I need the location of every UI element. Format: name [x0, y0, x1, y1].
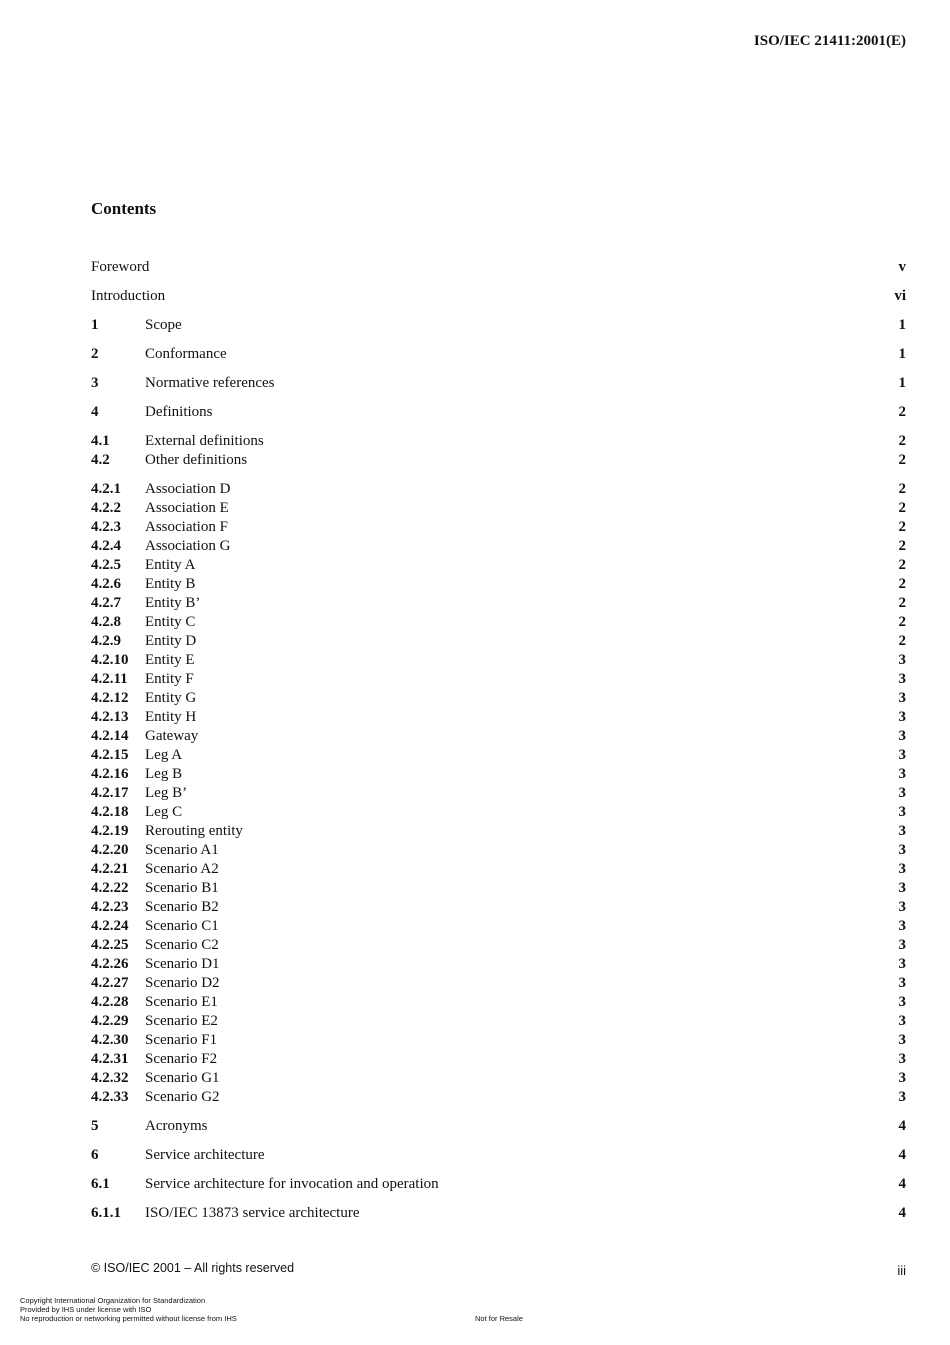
toc-entry-title: Leg B’ [145, 785, 188, 801]
toc-entry-title: Entity D [145, 633, 197, 649]
toc-entry-number: 6 [91, 1147, 99, 1163]
toc-entry-number: 4.2.20 [91, 842, 129, 858]
toc-entry-number: 4.2.5 [91, 557, 121, 573]
toc-entry-number: 4.2.32 [91, 1070, 129, 1086]
toc-entry-number: 4.1 [91, 433, 110, 449]
toc-entry-page: 2 [898, 481, 906, 497]
toc-entry-title: Scenario C1 [145, 918, 219, 934]
toc-entry[interactable] [91, 1050, 906, 1069]
toc-entry-title: Normative references [145, 375, 275, 391]
toc-entry-title: External definitions [145, 433, 264, 449]
toc-entry-page: 3 [898, 747, 906, 763]
toc-entry[interactable] [91, 287, 906, 306]
toc-entry[interactable] [91, 841, 906, 860]
toc-entry[interactable] [91, 803, 906, 822]
toc-entry[interactable] [91, 1012, 906, 1031]
toc-entry-title: Scenario F2 [145, 1051, 218, 1067]
toc-entry-page: 2 [898, 500, 906, 516]
toc-entry-title: Gateway [145, 728, 199, 744]
toc-entry-title: Scenario F1 [145, 1032, 218, 1048]
toc-entry-number: 4.2.14 [91, 728, 129, 744]
toc-entry-page: 3 [898, 671, 906, 687]
toc-entry-number: 5 [91, 1118, 99, 1134]
toc-entry-page: 1 [898, 346, 906, 362]
toc-entry-number: 4.2.30 [91, 1032, 129, 1048]
toc-entry-title: Other definitions [145, 452, 248, 468]
toc-entry[interactable] [91, 993, 906, 1012]
toc-entry-title: Entity H [145, 709, 197, 725]
toc-entry[interactable] [91, 1146, 906, 1165]
toc-entry[interactable] [91, 518, 906, 537]
toc-entry-number: 4.2.2 [91, 500, 121, 516]
toc-entry[interactable] [91, 1175, 906, 1194]
not-for-resale-notice: Not for Resale [475, 1314, 523, 1323]
toc-entry-number: 4.2.17 [91, 785, 129, 801]
toc-entry[interactable] [91, 258, 906, 277]
toc-entry[interactable] [91, 784, 906, 803]
toc-entry-title: Leg A [145, 747, 183, 763]
toc-entry-title: Foreword [91, 259, 150, 275]
toc-entry-number: 4.2.24 [91, 918, 129, 934]
toc-entry[interactable] [91, 1117, 906, 1136]
toc-entry-page: 3 [898, 937, 906, 953]
toc-entry-number: 4.2.23 [91, 899, 129, 915]
toc-entry-page: 3 [898, 690, 906, 706]
toc-entry-page: 3 [898, 823, 906, 839]
toc-entry-title: Introduction [91, 288, 166, 304]
copyright-notice: © ISO/IEC 2001 – All rights reserved [91, 1261, 295, 1275]
toc-entry-number: 4.2.31 [91, 1051, 129, 1067]
toc-entry-number: 4.2.33 [91, 1089, 129, 1105]
toc-entry-page: 3 [898, 880, 906, 896]
toc-entry-number: 4.2.21 [91, 861, 129, 877]
toc-entry[interactable] [91, 917, 906, 936]
toc-entry-page: 3 [898, 728, 906, 744]
toc-entry-number: 4.2.15 [91, 747, 129, 763]
toc-entry-page: v [898, 259, 906, 275]
toc-entry[interactable] [91, 1204, 906, 1223]
toc-entry-number: 4.2.3 [91, 519, 121, 535]
toc-entry[interactable] [91, 974, 906, 993]
toc-entry-title: Entity C [145, 614, 196, 630]
toc-entry-number: 4.2.19 [91, 823, 129, 839]
toc-entry-title: Scenario C2 [145, 937, 219, 953]
toc-entry-title: Scenario G2 [145, 1089, 220, 1105]
toc-entry-page: 3 [898, 1070, 906, 1086]
toc-entry-title: Service architecture [145, 1147, 265, 1163]
toc-entry-number: 4.2.12 [91, 690, 129, 706]
toc-entry-page: 2 [898, 614, 906, 630]
toc-entry-page: 1 [898, 317, 906, 333]
toc-entry-page: 2 [898, 557, 906, 573]
toc-entry-title: Leg B [145, 766, 183, 782]
toc-entry-title: Scenario E2 [145, 1013, 218, 1029]
toc-entry[interactable] [91, 727, 906, 746]
toc-entry-page: 3 [898, 1032, 906, 1048]
toc-entry-title: Scenario E1 [145, 994, 218, 1010]
toc-entry-page: 4 [898, 1176, 906, 1192]
toc-entry[interactable] [91, 575, 906, 594]
toc-entry[interactable] [91, 1069, 906, 1088]
toc-entry-number: 4.2 [91, 452, 110, 468]
license-line: Copyright International Organization for Standardization [20, 1296, 206, 1305]
toc-entry-page: 3 [898, 766, 906, 782]
toc-entry-page: 3 [898, 918, 906, 934]
toc-entry-page: 3 [898, 709, 906, 725]
toc-entry-page: 2 [898, 404, 906, 420]
toc-entry-page: 2 [898, 576, 906, 592]
toc-entry-page: vi [894, 288, 906, 304]
toc-entry-title: Scenario D2 [145, 975, 220, 991]
toc-entry[interactable] [91, 480, 906, 499]
table-of-contents [91, 258, 906, 1223]
toc-entry-page: 3 [898, 1013, 906, 1029]
toc-entry-title: Entity E [145, 652, 195, 668]
license-line: No reproduction or networking permitted without license from IHS [20, 1314, 237, 1323]
toc-entry-number: 4.2.8 [91, 614, 121, 630]
toc-entry[interactable] [91, 822, 906, 841]
toc-entry-title: Scenario A2 [145, 861, 219, 877]
toc-entry[interactable] [91, 898, 906, 917]
toc-entry[interactable] [91, 708, 906, 727]
toc-entry-page: 3 [898, 842, 906, 858]
toc-entry[interactable] [91, 746, 906, 765]
toc-entry[interactable] [91, 936, 906, 955]
toc-entry-title: Definitions [145, 404, 213, 420]
toc-entry-title: Entity G [145, 690, 197, 706]
toc-entry-title: ISO/IEC 13873 service architecture [145, 1205, 360, 1221]
toc-entry-number: 4.2.6 [91, 576, 121, 592]
toc-entry-title: Acronyms [145, 1118, 208, 1134]
toc-entry-number: 4.2.10 [91, 652, 129, 668]
license-line: Provided by IHS under license with ISO [20, 1305, 152, 1314]
toc-entry[interactable] [91, 403, 906, 422]
toc-entry-page: 2 [898, 519, 906, 535]
toc-entry[interactable] [91, 955, 906, 974]
toc-entry-title: Entity B’ [145, 595, 201, 611]
toc-entry-title: Rerouting entity [145, 823, 243, 839]
toc-entry[interactable] [91, 632, 906, 651]
toc-entry-title: Entity B [145, 576, 196, 592]
toc-entry[interactable] [91, 374, 906, 393]
toc-entry-title: Scenario B1 [145, 880, 219, 896]
toc-entry-number: 6.1.1 [91, 1205, 121, 1221]
toc-entry-title: Association E [145, 500, 229, 516]
toc-entry-number: 4.2.29 [91, 1013, 129, 1029]
toc-entry-number: 4.2.11 [91, 671, 128, 687]
toc-entry-number: 4.2.22 [91, 880, 129, 896]
toc-entry-title: Scenario G1 [145, 1070, 220, 1086]
toc-entry-page: 2 [898, 595, 906, 611]
toc-entry-page: 4 [898, 1205, 906, 1221]
toc-entry[interactable] [91, 594, 906, 613]
toc-entry-title: Entity A [145, 557, 196, 573]
toc-entry[interactable] [91, 613, 906, 632]
toc-entry[interactable] [91, 689, 906, 708]
toc-entry[interactable] [91, 1031, 906, 1050]
document-id: ISO/IEC 21411:2001(E) [753, 33, 906, 49]
toc-entry[interactable] [91, 345, 906, 364]
toc-entry-page: 3 [898, 956, 906, 972]
toc-entry[interactable] [91, 432, 906, 451]
toc-entry-number: 4.2.26 [91, 956, 129, 972]
toc-entry[interactable] [91, 651, 906, 670]
toc-entry[interactable] [91, 537, 906, 556]
toc-entry-page: 2 [898, 433, 906, 449]
license-notice [20, 1296, 237, 1323]
toc-entry-number: 4.2.27 [91, 975, 129, 991]
toc-entry-number: 4.2.13 [91, 709, 129, 725]
toc-entry[interactable] [91, 765, 906, 784]
toc-entry-number: 4.2.25 [91, 937, 129, 953]
toc-entry-page: 3 [898, 1051, 906, 1067]
toc-entry-title: Association D [145, 481, 231, 497]
toc-entry-page: 4 [898, 1118, 906, 1134]
toc-entry-title: Scope [145, 317, 182, 333]
toc-entry-page: 3 [898, 1089, 906, 1105]
toc-entry-title: Scenario B2 [145, 899, 219, 915]
toc-entry[interactable] [91, 1088, 906, 1107]
toc-entry[interactable] [91, 670, 906, 689]
toc-entry-page: 2 [898, 538, 906, 554]
toc-entry-number: 2 [91, 346, 99, 362]
page-number: iii [897, 1263, 906, 1278]
toc-entry-page: 3 [898, 785, 906, 801]
toc-entry-number: 3 [91, 375, 99, 391]
toc-entry-page: 3 [898, 804, 906, 820]
toc-entry-page: 2 [898, 633, 906, 649]
toc-entry[interactable] [91, 879, 906, 898]
toc-entry[interactable] [91, 860, 906, 879]
toc-entry-title: Association F [145, 519, 228, 535]
toc-entry-title: Conformance [145, 346, 227, 362]
toc-entry-title: Service architecture for invocation and operation [145, 1176, 439, 1192]
toc-entry[interactable] [91, 451, 906, 470]
toc-entry-number: 4.2.18 [91, 804, 129, 820]
toc-entry[interactable] [91, 316, 906, 335]
toc-entry-title: Scenario D1 [145, 956, 220, 972]
toc-entry-number: 4.2.1 [91, 481, 121, 497]
toc-entry[interactable] [91, 556, 906, 575]
toc-entry-number: 6.1 [91, 1176, 110, 1192]
page-title: Contents [91, 199, 157, 218]
toc-entry[interactable] [91, 499, 906, 518]
toc-entry-page: 2 [898, 452, 906, 468]
toc-entry-title: Scenario A1 [145, 842, 219, 858]
toc-entry-page: 3 [898, 994, 906, 1010]
toc-entry-title: Leg C [145, 804, 183, 820]
toc-entry-page: 3 [898, 652, 906, 668]
toc-entry-title: Entity F [145, 671, 194, 687]
toc-entry-number: 4.2.16 [91, 766, 129, 782]
toc-entry-page: 3 [898, 861, 906, 877]
toc-entry-number: 4.2.4 [91, 538, 121, 554]
toc-entry-page: 3 [898, 975, 906, 991]
toc-entry-number: 4.2.9 [91, 633, 121, 649]
toc-entry-number: 4.2.28 [91, 994, 129, 1010]
toc-entry-number: 4.2.7 [91, 595, 121, 611]
toc-entry-page: 3 [898, 899, 906, 915]
toc-entry-page: 4 [898, 1147, 906, 1163]
toc-entry-page: 1 [898, 375, 906, 391]
toc-entry-number: 4 [91, 404, 99, 420]
toc-entry-number: 1 [91, 317, 99, 333]
toc-entry-title: Association G [145, 538, 231, 554]
